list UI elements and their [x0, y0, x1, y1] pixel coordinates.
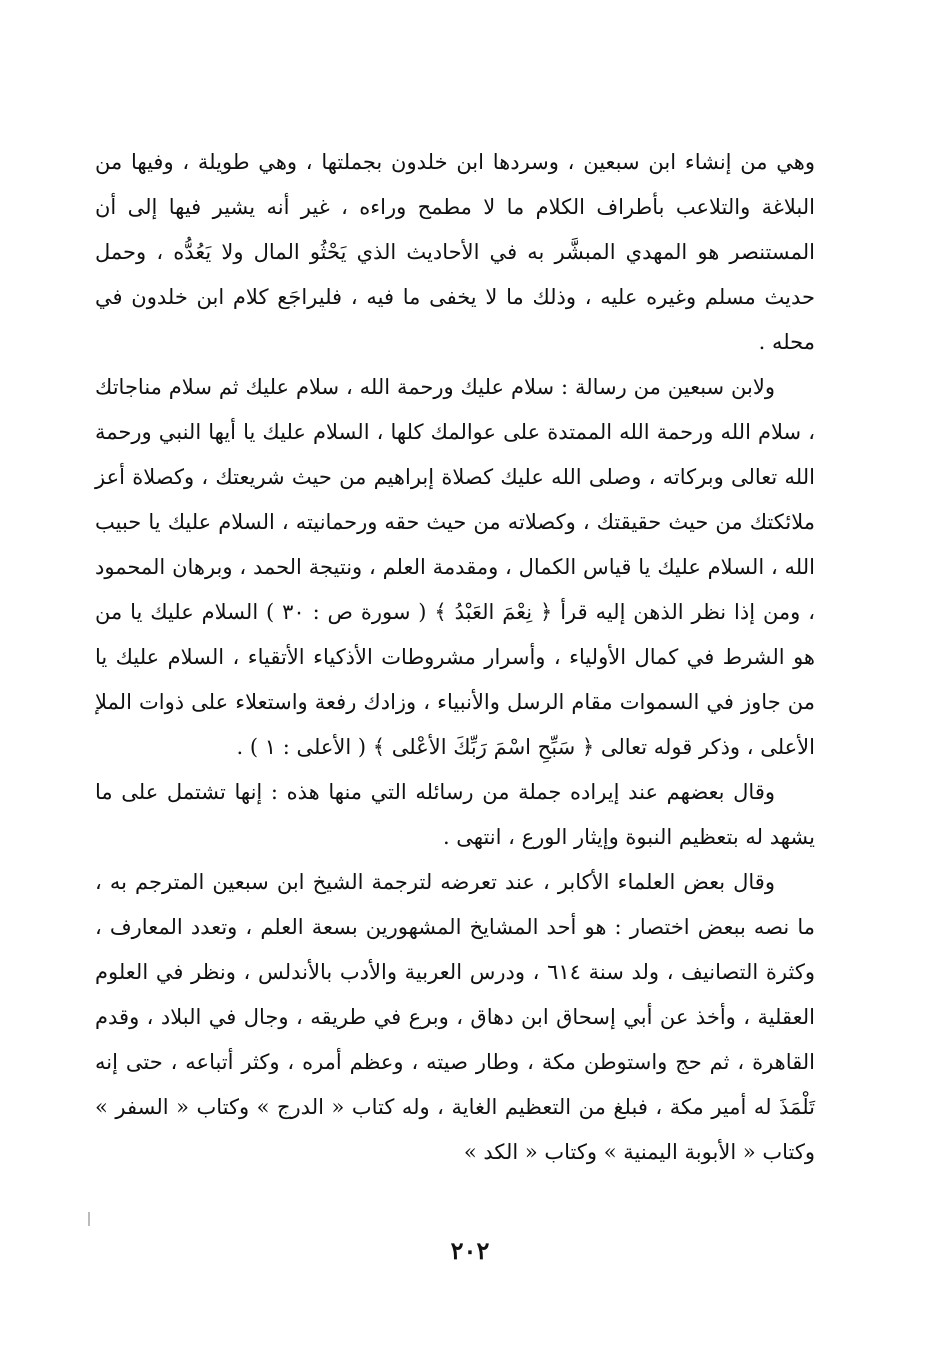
- paragraph-2: ولابن سبعين من رسالة : سلام عليك ورحمة الله ، سلام عليك ثم سلام مناجاتك ، سلام الله ورحمة الله الممتدة على عوالمك كلها ، السلام عليك يا أيها النبي ورحمة الله تعالى وبركاته ، وصلى الله عليك كصلاة إبراهيم من حيث شريعتك ، وكصلاة أعز ملائكتك من حيث حقيقتك ، وكصلاته من حيث حقه ورحمانيته ، السلام عليك يا حبيب الله ، السلام عليك يا قياس الكمال ، ومقدمة العلم ، ونتيجة الحمد ، وبرهان المحمود ، ومن إذا نظر الذهن إليه قرأ ﴿ نِعْمَ العَبْدُ ﴾ ( سورة ص : ٣٠ ) السلام عليك يا من هو الشرط في كمال الأولياء ، وأسرار مشروطات الأذكياء الأتقياء ، السلام عليك يا من جاوز في السموات مقام الرسل والأنبياء ، وزادك رفعة واستعلاء على ذوات الملإ الأعلى ، وذكر قوله تعالى ﴿ سَبِّحِ اسْمَ رَبِّكَ الأعْلى ﴾ ( الأعلى : ١ ) .: [95, 375, 815, 759]
- paragraph-1: وهي من إنشاء ابن سبعين ، وسردها ابن خلدون بجملتها ، وهي طويلة ، وفيها من البلاغة والتلاعب بأطراف الكلام ما لا مطمح وراءه ، غير أنه يشير فيها إلى أن المستنصر هو المهدي المبشَّر به في الأحاديث الذي يَحْثُو المال ولا يَعُدُّه ، وحمل حديث مسلم وغيره عليه ، وذلك ما لا يخفى ما فيه ، فليراجَع كلام ابن خلدون في محله .: [95, 150, 815, 354]
- scan-artifact-mark: [88, 1212, 90, 1226]
- paragraph-4: وقال بعض العلماء الأكابر ، عند تعرضه لترجمة الشيخ ابن سبعين المترجم به ، ما نصه ببعض اختصار : هو أحد المشايخ المشهورين بسعة العلم ، وتعدد المعارف ، وكثرة التصانيف ، ولد سنة ٦١٤ ، ودرس العربية والأدب بالأندلس ، ونظر في العلوم العقلية ، وأخذ عن أبي إسحاق ابن دهاق ، وبرع في طريقه ، وجال في البلاد ، وقدم القاهرة ، ثم حج واستوطن مكة ، وطار صيته ، وعظم أمره ، وكثر أتباعه ، حتى إنه تَلْمَذَ له أمير مكة ، فبلغ من التعظيم الغاية ، وله كتاب « الدرج » وكتاب « السفر » وكتاب « الأبوبة اليمنية » وكتاب « الكد »: [95, 870, 815, 1164]
- paragraph-3: وقال بعضهم عند إيراده جملة من رسائله التي منها هذه : إنها تشتمل على ما يشهد له بتعظيم النبوة وإيثار الورع ، انتهى .: [95, 780, 815, 849]
- page-body-text: [95, 140, 815, 1175]
- page-number: ٢٠٢: [450, 1236, 490, 1265]
